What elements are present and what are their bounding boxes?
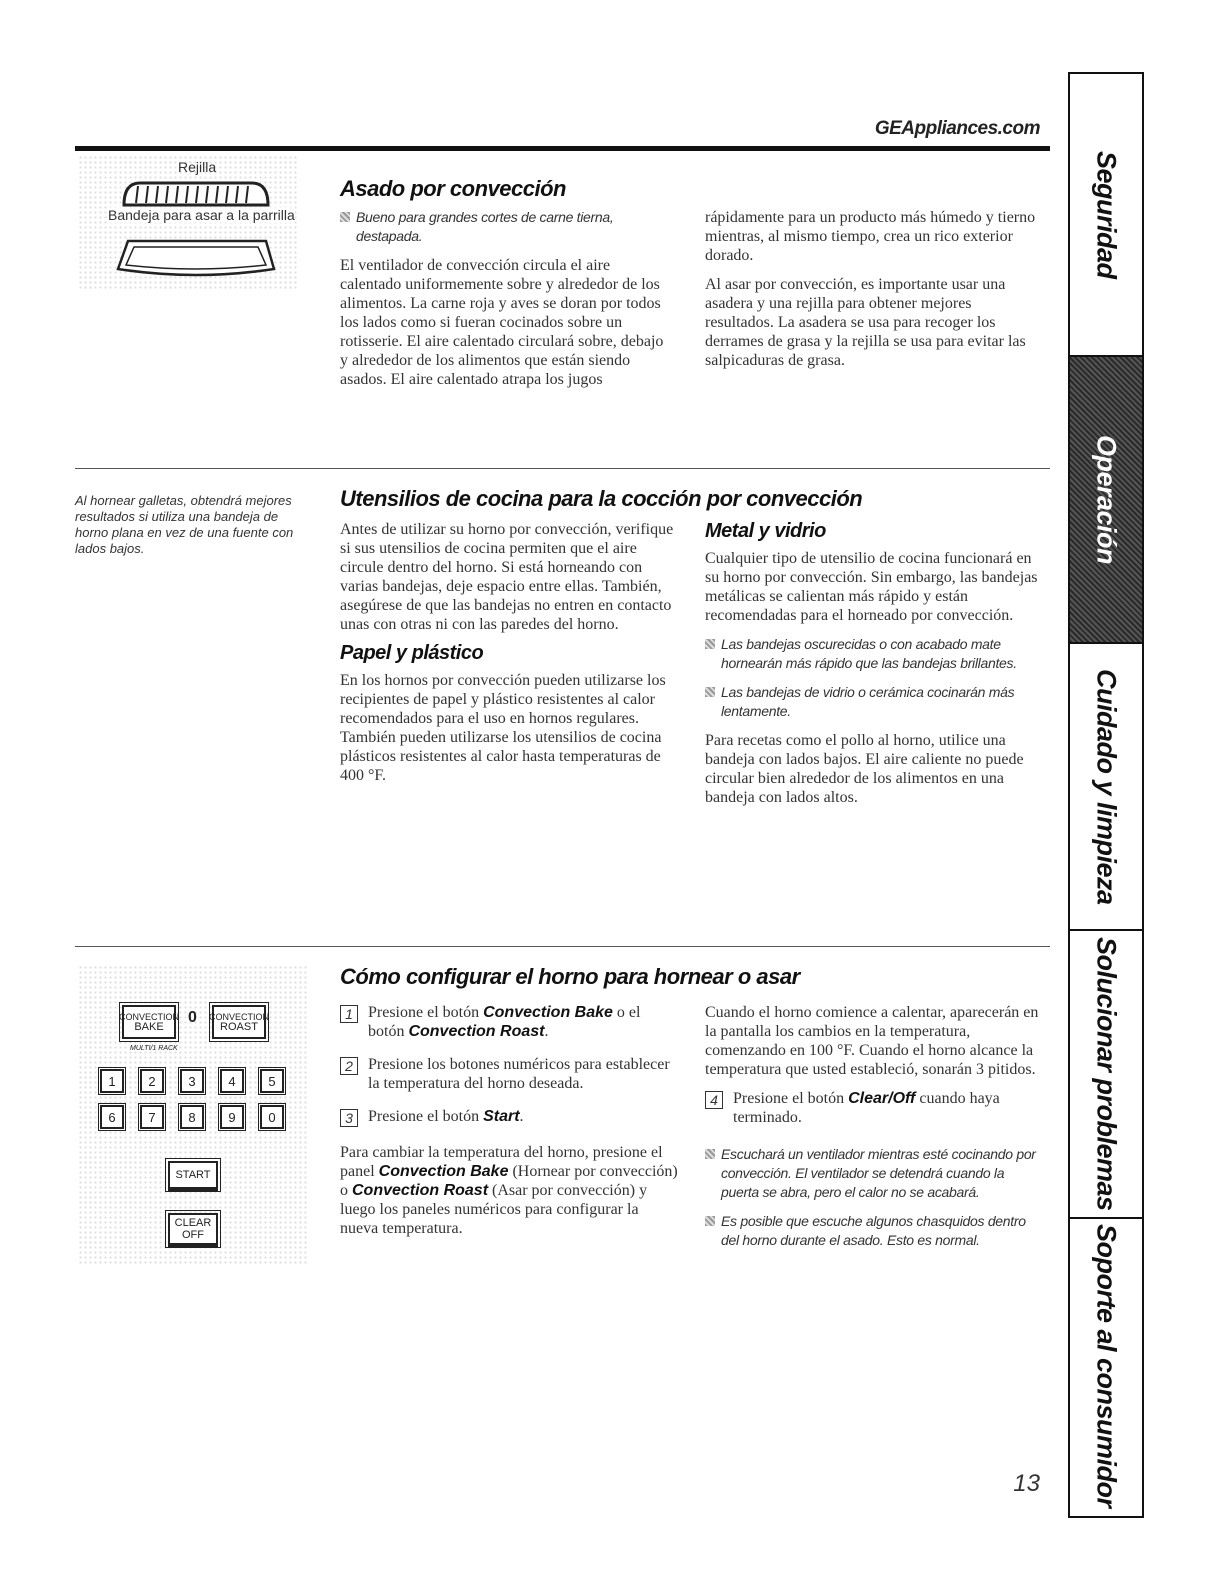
site-url: GEAppliances.com — [874, 118, 1040, 139]
digit-key-1: 1 — [100, 1069, 124, 1093]
change-temperature-paragraph: Para cambiar la temperatura del horno, presione el panel Convection Bake (Hornear por convección) o Convection Roast (Asar por convección) y luego los paneles numéricos para configurar la nueva temperatura. — [340, 1144, 678, 1237]
rack-pan-illustration — [78, 155, 298, 290]
bullet-icon — [705, 1149, 715, 1159]
cookware-intro: Antes de utilizar su horno por convección, verifique si sus utensilios de cocina permiten que el aire circule dentro del horno. Si está horneando con varias bandejas, deje espacio entre ellas. También, asegúrese de que las bandejas no entren en contacto unas con otras ni con las paredes del horno. — [340, 521, 674, 633]
digit-key-5: 5 — [260, 1069, 284, 1093]
digit-key-8: 8 — [180, 1105, 204, 1129]
tab-operacion[interactable]: Operación — [1070, 357, 1142, 644]
section-title-convection-roast: Asado por convección — [340, 176, 566, 201]
header-rule — [75, 146, 1050, 151]
digit-key-3: 3 — [180, 1069, 204, 1093]
rack-label: Rejilla — [178, 159, 217, 175]
roast-paragraph-cont: rápidamente para un producto más húmedo y tierno mientras, al mismo tiempo, crea un rico exterior dorado. — [705, 209, 1036, 264]
digit-key-0: 0 — [260, 1105, 284, 1129]
start-key: START — [168, 1161, 218, 1191]
step-2: 2 Presione los botones numéricos para establecer la temperatura del horno deseada. — [340, 1055, 680, 1093]
cookie-tip-caption: Al hornear galletas, obtendrá mejores resultados si utiliza una bandeja de horno plana en vez de una fuente con lados bajos. — [75, 493, 294, 556]
roast-paragraph: El ventilador de convección circula el aire calentado uniformemente sobre y alrededor de los alimentos. La carne roja y aves se doran por todos los lados como si fueran cocinados sobre un rotisserie. El aire calentado circulará sobre, debajo y alrededor de los alimentos que están siendo asados. El aire calentado atrapa los jugos — [340, 257, 664, 388]
control-panel-illustration — [78, 965, 308, 1265]
preheat-paragraph: Cuando el horno comience a calentar, aparecerán en la pantalla los cambios en la temperatura, comenzando en 100 °F. Cuando el horno alcance la temperatura que usted estableció, sonarán 3 pitidos. — [705, 1004, 1039, 1078]
pan-label: Bandeja para asar a la parrilla — [108, 207, 295, 223]
digit-key-2: 2 — [140, 1069, 164, 1093]
metal-glass-title: Metal y vidrio — [705, 520, 826, 542]
paper-plastic-text: En los hornos por convección pueden utilizarse los recipientes de papel y plástico resistentes al calor recomendados para el uso en hornos regulares. También pueden utilizarse los utensilios de cocina plásticos resistentes al calor hasta temperaturas de 400 °F. — [340, 672, 666, 784]
bullet-icon — [705, 1216, 715, 1226]
section-tabs — [1068, 72, 1144, 1518]
page-number: 13 — [1013, 1470, 1040, 1497]
digit-key-6: 6 — [100, 1105, 124, 1129]
clear-off-key: CLEAR OFF — [168, 1213, 218, 1247]
roast-pan-paragraph: Al asar por convección, es importante usar una asadera y una rejilla para obtener mejores resultados. La asadera se usa para recoger los derrames de grasa y la rejilla se usa para evitar las salpicaduras de grasa. — [705, 276, 1026, 369]
low-sides-text: Para recetas como el pollo al horno, utilice una bandeja con lados bajos. El aire caliente no puede circular bien alrededor de los alimentos en una bandeja con lados altos. — [705, 732, 1024, 806]
bullet-icon — [705, 639, 715, 649]
tab-soporte-consumidor[interactable]: Soporte al consumidor — [1091, 1223, 1122, 1508]
zero-indicator: 0 — [188, 1009, 197, 1026]
digit-key-7: 7 — [140, 1105, 164, 1129]
convection-bake-key: CONVECTION BAKE — [122, 1005, 176, 1039]
section-divider — [75, 946, 1050, 947]
section-divider — [75, 468, 1050, 469]
section-title-setting-oven: Cómo configurar el horno para hornear o asar — [340, 964, 800, 989]
paper-plastic-title: Papel y plástico — [340, 642, 484, 664]
tab-seguridad[interactable]: Seguridad — [1070, 74, 1142, 357]
step-4: 4 Presione el botón Clear/Off cuando haya terminado. — [705, 1089, 1045, 1127]
note-clicking: Es posible que escuche algunos chasquidos dentro del horno durante el asado. Esto es normal. — [705, 1212, 1045, 1250]
note-dark-pans: Las bandejas oscurecidas o con acabado mate hornearán más rápido que las bandejas brillantes. — [705, 635, 1045, 673]
bullet-icon — [340, 212, 350, 222]
note-glass-pans: Las bandejas de vidrio o cerámica cocinarán más lentamente. — [705, 683, 1045, 721]
section-title-cookware: Utensilios de cocina para la cocción por convección — [340, 486, 863, 511]
note-fan: Escuchará un ventilador mientras esté cocinando por convección. El ventilador se detendrá cuando la puerta se abra, pero el calor no se acabará. — [705, 1145, 1045, 1202]
metal-glass-text: Cualquier tipo de utensilio de cocina funcionará en su horno por convección. Sin embargo, las bandejas metálicas se calientan más rápido y están recomendadas para el horneado por convección. — [705, 550, 1038, 624]
tab-solucionar-problemas[interactable]: Solucionar problemas — [1070, 931, 1142, 1219]
step-3: 3 Presione el botón Start. — [340, 1107, 680, 1127]
broiler-pan-icon — [116, 177, 276, 287]
note-tender-meat: Bueno para grandes cortes de carne tierna, destapada. — [340, 208, 680, 246]
tab-cuidado-limpieza[interactable]: Cuidado y limpieza — [1070, 644, 1142, 931]
digit-key-4: 4 — [220, 1069, 244, 1093]
multi-rack-label: MULTI/1 RACK — [130, 1045, 178, 1052]
step-1: 1 Presione el botón Convection Bake o el botón Convection Roast. — [340, 1003, 680, 1041]
digit-key-9: 9 — [220, 1105, 244, 1129]
convection-roast-key: CONVECTION ROAST — [212, 1005, 266, 1039]
bullet-icon — [705, 687, 715, 697]
